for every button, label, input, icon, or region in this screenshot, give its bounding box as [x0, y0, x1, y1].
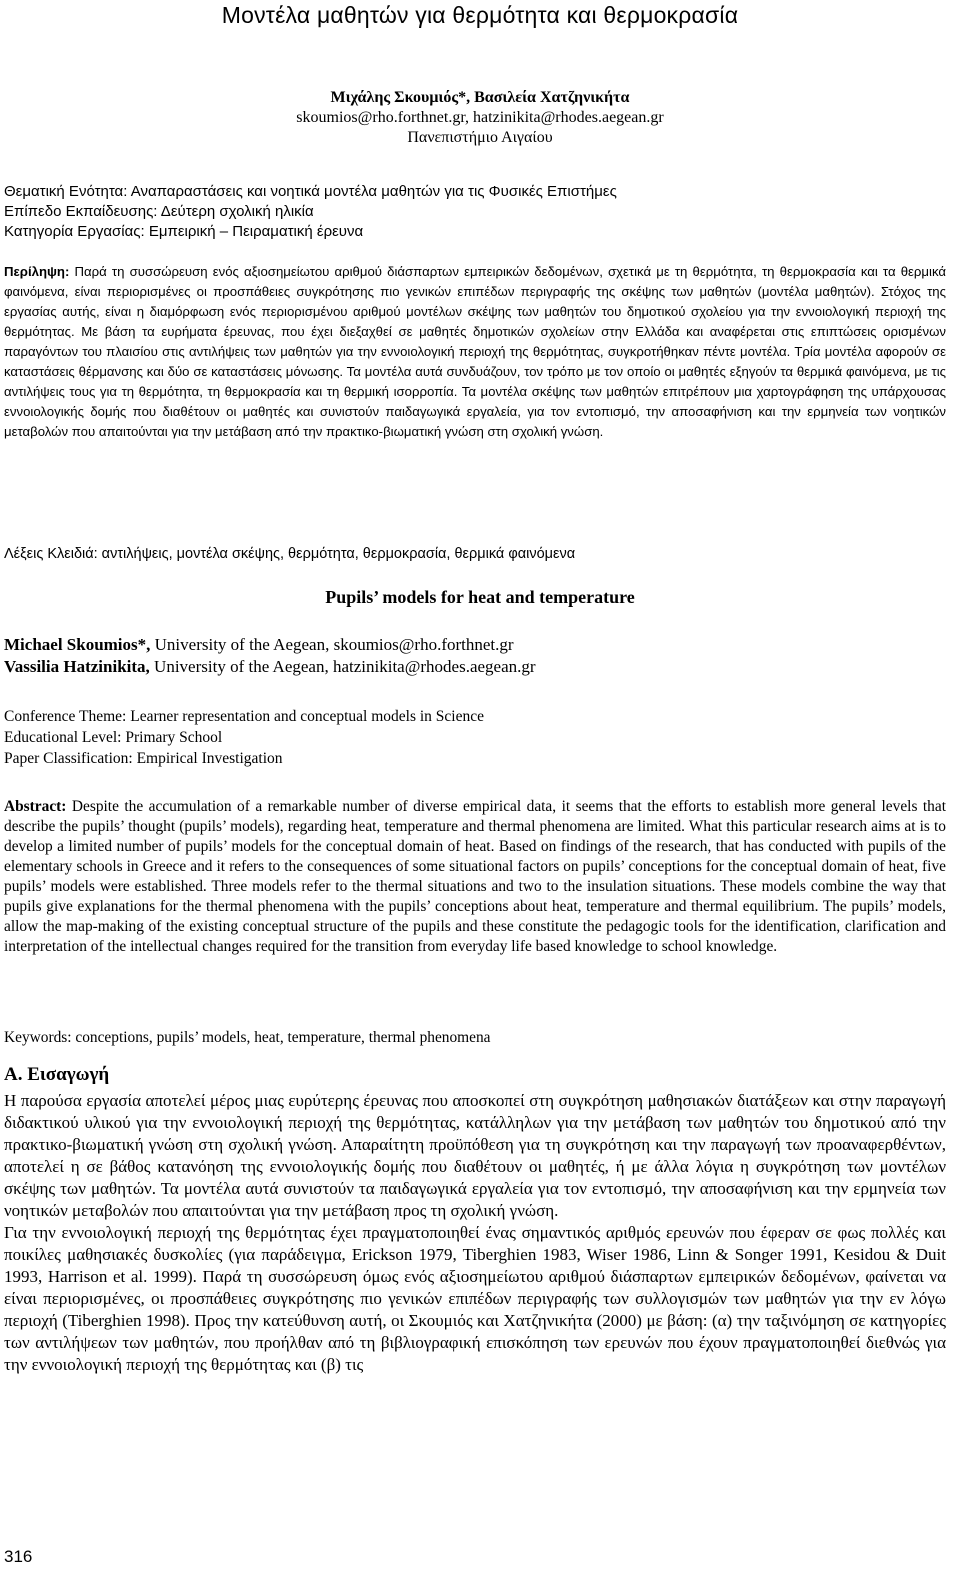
- paper-title-english: Pupils’ models for heat and temperature: [325, 587, 635, 607]
- abstract-text-greek: Παρά τη συσσώρευση ενός αξιοσημείωτου αριθμού διάσπαρτων εμπειρικών δεδομένων, σχετικά με τη θερμότητα, τη θερμοκρασία και τα θερμικά φαινόμενα, είναι περιορισμένες οι προσπάθειες συγκρότησης πιο γενικών επιπέδων περιγραφής της σκέψης των μαθητών (μοντέλα μαθητών). Στόχος της εργασίας αυτής, είναι η διαμόρφωση ενός περιορισμένου αριθμού μοντέλων σκέψης των μαθητών του δημοτικού σχολείου για την εννοιολογική περιοχή της θερμότητας. Με βάση τα ευρήματα έρευνας, που έχει διεξαχθεί σε μαθητές δημοτικών σχολείων στην Ελλάδα και αναφέρεται στις επιπτώσεις ορισμένων παραγόντων του πλαισίου στις αντιλήψεις των μαθητών για την εννοιολογική περιοχή της θερμότητας, συγκροτήθηκαν πέντε μοντέλα. Τρία μοντέλα αφορούν σε καταστάσεις θέρμανσης και δύο σε καταστάσεις μόνωσης. Τα μοντέλα αυτά συνδυάζουν, τον τρόπο με τον οποίο οι μαθητές εξηγούν τα θερμικά φαινόμενα, με τις αντιλήψεις τους για τη θερμότητα, τη θερμοκρασία και τη θερμική ισορροπία. Τα μοντέλα σκέψης των μαθητών επιτρέπουν μια χαρτογράφηση της υπάρχουσας εννοιολογικής δομής που διαθέτουν οι μαθητές και συνιστούν παιδαγωγικά εργαλεία, για τον εντοπισμό, την αποσαφήνιση και την ερμηνεία των νοητικών μεταβολών που απαιτούνται για την μετάβαση από την πρακτικο-βιωματική γνώση στη σχολική γνώση.: [4, 264, 947, 439]
- author-details: University of the Aegean, skoumios@rho.forthnet.gr: [150, 635, 514, 654]
- author-details: University of the Aegean, hatzinikita@rhodes.aegean.gr: [149, 657, 536, 676]
- conference-theme-greek: Θεματική Ενότητα: Αναπαραστάσεις και νοητικά μοντέλα μαθητών για τις Φυσικές Επιστήμες: [4, 183, 617, 200]
- paper-metadata-greek: [4, 182, 617, 242]
- paper-classification-english: Paper Classification: Empirical Investigation: [4, 750, 283, 767]
- paper-category-greek: Κατηγορία Εργασίας: Εμπειρική – Πειραματική έρευνα: [4, 223, 364, 240]
- page-number: 316: [4, 1547, 33, 1566]
- author-affiliation: Πανεπιστήμιο Αιγαίου: [407, 129, 553, 146]
- author-line: [4, 634, 536, 656]
- abstract-label-greek: Περίληψη:: [4, 264, 70, 279]
- abstract-text-english: Despite the accumulation of a remarkable number of diverse empirical data, it seems that the efforts to establish more general levels that describe the pupils’ thought (pupils’ models), regarding heat, temperature and thermal phenomena are limited. What this particular research aims at is to develop a limited number of pupils’ models for the conceptual domain of heat. Based on findings of the research, that has conducted with pupils of the elementary schools in Greece and it refers to the consequences of some situational factors on pupils’ conceptions for the conceptual domain of heat, five pupils’ models were established. Three models refer to the thermal situations and two to the insulation situations. These models combine the way that pupils give explanations for the thermal phenomena with the pupils’ conceptions about heat, temperature and thermal equilibrium. The pupils’ models, allow the map-making of the existing conceptual structure of the pupils and these constitute the pedagogic tools for the identification, clarification and interpretation of the intellectual changes required for the transition from everyday life based knowledge to school knowledge.: [4, 798, 946, 955]
- paper-metadata-english: [4, 706, 484, 769]
- conference-theme-english: Conference Theme: Learner representation and conceptual models in Science: [4, 708, 485, 725]
- body-paragraph: Η παρούσα εργασία αποτελεί μέρος μιας ευρύτερης έρευνας που αποσκοπεί στη συγκρότηση μαθησιακών διατάξεων και στην παραγωγή διδακτικού υλικού για την εννοιολογική περιοχή της θερμότητας, κατάλληλων για την μετάβαση των μαθητών του δημοτικού από την πρακτικο-βιωματική γνώση στη σχολική γνώση. Απαραίτητη προϋπόθεση για τη συγκρότηση και την παραγωγή των προαναφερθέντων, αποτελεί η σε βάθος κατανόηση της εννοιολογικής δομής που διαθέτουν οι μαθητές, ή με άλλα λόγια η συγκρότηση των μοντέλων σκέψης των μαθητών. Τα μοντέλα αυτά συνιστούν τα παιδαγωγικά εργαλεία για τον εντοπισμό, την αποσαφήνιση και την ερμηνεία των νοητικών μεταβολών που απαιτούνται για την μετάβαση προς τη σχολική γνώση.: [4, 1091, 946, 1220]
- author-names-greek: Μιχάλης Σκουμιός*, Βασιλεία Χατζηνικήτα: [330, 89, 630, 106]
- abstract-label-english: Abstract:: [4, 798, 67, 815]
- authors-block-greek: [0, 88, 960, 148]
- education-level-greek: Επίπεδο Εκπαίδευσης: Δεύτερη σχολική ηλικία: [4, 203, 314, 220]
- paper-title-greek: Μοντέλα μαθητών για θερμότητα και θερμοκρασία: [221, 2, 739, 28]
- abstract-greek: [4, 262, 946, 442]
- body-paragraph: Για την εννοιολογική περιοχή της θερμότητας έχει πραγματοποιηθεί ένας σημαντικός αριθμός ερευνών που έφεραν σε φως πολλές και ποικίλες μαθησιακές δυσκολίες (για παράδειγμα, Erickson 1979, Tiberghien 1983, Wiser 1986, Linn & Songer 1991, Kesidou & Duit 1993, Harrison et al. 1999). Παρά τη συσσώρευση όμως ενός αξιοσημείωτου αριθμού διάσπαρτων εμπειρικών δεδομένων, φαίνεται να είναι περιορισμένες, οι προσπάθειες συγκρότησης πιο γενικών επιπέδων περιγραφής των συλλογισμών των μαθητών για την εν λόγω περιοχή (Tiberghien 1998). Προς την κατεύθυνση αυτή, οι Σκουμιός και Χατζηνικήτα (2000) με βάση: (α) την ταξινόμηση σε κατηγορίες των αντιλήψεων των μαθητών, που προήλθαν από τη βιβλιογραφική επισκόπηση των ερευνών που έχουν πραγματοποιηθεί διεθνώς για την εννοιολογική περιοχή της θερμότητας και (β) τις: [4, 1223, 946, 1374]
- abstract-english: [4, 797, 946, 957]
- author-emails: skoumios@rho.forthnet.gr, hatzinikita@rhodes.aegean.gr: [296, 109, 664, 126]
- author-line: [4, 656, 536, 678]
- introduction-body: [4, 1090, 946, 1376]
- author-name: Michael Skoumios*,: [4, 635, 151, 654]
- section-heading-introduction: Α. Εισαγωγή: [4, 1064, 110, 1085]
- education-level-english: Educational Level: Primary School: [4, 729, 223, 746]
- author-name: Vassilia Hatzinikita,: [4, 657, 150, 676]
- keywords-greek: Λέξεις Κλειδιά: αντιλήψεις, μοντέλα σκέψης, θερμότητα, θερμοκρασία, θερμικά φαινόμενα: [4, 546, 576, 562]
- authors-block-english: [4, 634, 536, 678]
- keywords-english: Keywords: conceptions, pupils’ models, heat, temperature, thermal phenomena: [4, 1029, 491, 1046]
